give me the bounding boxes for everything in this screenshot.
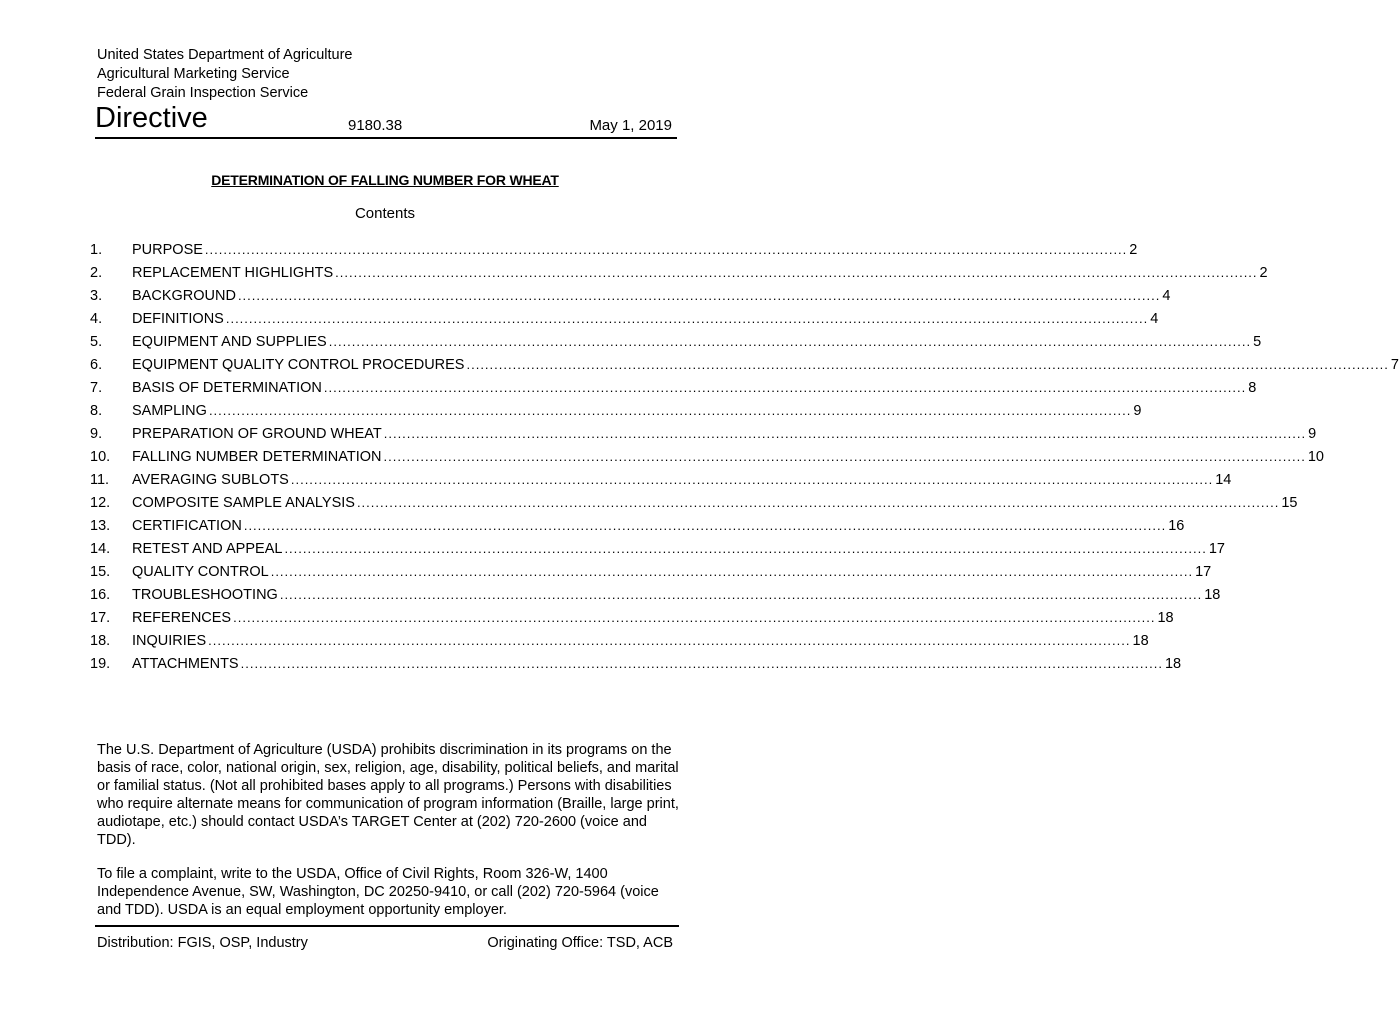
toc-entry[interactable] [90,491,1298,514]
toc-entry[interactable] [90,330,1262,353]
toc-entry[interactable] [90,629,1149,652]
toc-entry-page: 18 [1164,656,1182,672]
toc-dot-leader: ........................................................................................................................................................................................................ [335,265,1258,280]
toc-entry[interactable] [90,606,1174,629]
toc-entry[interactable] [90,514,1185,537]
toc-entry-page: 5 [1253,334,1262,350]
directive-label: Directive [95,102,208,134]
toc-dot-leader: ........................................................................................................................................................................................................ [323,380,1247,395]
toc-entry-number: 6. [90,357,103,373]
toc-entry-number: 13. [90,518,111,534]
toc-entry[interactable] [90,238,1138,261]
toc-entry[interactable] [90,261,1268,284]
toc-entry-number: 15. [90,564,111,580]
toc-entry-page: 9 [1308,426,1317,442]
toc-dot-leader: ........................................................................................................................................................................................................ [328,334,1252,349]
toc-entry-number: 5. [90,334,103,350]
toc-entry-number: 10. [90,449,111,465]
toc-dot-leader: ........................................................................................................................................................................................................ [284,541,1207,556]
toc-entry-page: 18 [1157,610,1174,626]
toc-entry-page: 2 [1259,265,1268,281]
toc-entry-label: PREPARATION OF GROUND WHEAT [132,426,382,442]
toc-entry-label: PURPOSE [132,242,203,258]
agency-line-department: United States Department of Agriculture [97,47,353,63]
toc-entry-number: 18. [90,633,111,649]
toc-entry[interactable] [90,376,1257,399]
toc-entry-label: BASIS OF DETERMINATION [132,380,322,396]
directive-date: May 1, 2019 [589,117,672,134]
agency-line-inspection: Federal Grain Inspection Service [97,85,309,101]
toc-entry-number: 9. [90,426,103,442]
toc-entry-number: 14. [90,541,111,557]
toc-dot-leader: ........................................................................................................................................................................................................ [240,656,1163,671]
toc-dot-leader: ........................................................................................................................................................................................................ [237,288,1161,303]
toc-entry-number: 7. [90,380,103,396]
toc-entry[interactable] [90,284,1171,307]
toc-entry-page: 7 [1390,357,1399,373]
toc-entry-number: 4. [90,311,103,327]
toc-entry[interactable] [90,445,1324,468]
toc-entry-label: ATTACHMENTS [132,656,239,672]
toc-dot-leader: ........................................................................................................................................................................................................ [279,587,1203,602]
toc-dot-leader: ........................................................................................................................................................................................................ [208,403,1132,418]
table-of-contents [90,238,1399,675]
contents-heading: Contents [354,205,416,222]
toc-entry-page: 2 [1129,242,1138,258]
toc-entry[interactable] [90,307,1159,330]
toc-entry-page: 18 [1132,633,1149,649]
toc-entry-label: REFERENCES [132,610,232,626]
toc-entry-number: 3. [90,288,103,304]
toc-entry-page: 14 [1215,472,1232,488]
toc-entry-label: REPLACEMENT HIGHLIGHTS [132,265,334,281]
directive-number: 9180.38 [348,117,403,134]
toc-entry-label: INQUIRIES [132,633,207,649]
toc-entry-label: COMPOSITE SAMPLE ANALYSIS [132,495,355,511]
toc-entry-number: 17. [90,610,111,626]
toc-entry-label: DEFINITIONS [132,311,224,327]
toc-dot-leader: ........................................................................................................................................................................................................ [225,311,1149,326]
toc-entry-label: EQUIPMENT QUALITY CONTROL PROCEDURES [132,357,465,373]
toc-dot-leader: ........................................................................................................................................................................................................ [208,633,1131,648]
notice-paragraph-1: The U.S. Department of Agriculture (USDA) prohibits discrimination in its programs on the basis of race, color, national origin, sex, religion, age, disability, political beliefs, and marital or familial status. (Not all prohibited bases apply to all programs.) Persons with disabilities who require alternate means for communication of program information (Braille, large print, audiotape, etc.) should contact USDA’s TARGET Center at (202) 720-2600 (voice and TDD). [97,742,679,848]
toc-entry-page: 9 [1133,403,1142,419]
nondiscrimination-notice [97,741,682,935]
toc-entry-number: 16. [90,587,111,603]
toc-entry-label: EQUIPMENT AND SUPPLIES [132,334,327,350]
notice-paragraph-2: To file a complaint, write to the USDA, Office of Civil Rights, Room 326-W, 1400 Independence Avenue, SW, Washington, DC 20250-9410, or call (202) 720-5964 (voice and TDD). USDA is an equal employment opportunity employer. [97,866,659,918]
toc-entry-number: 2. [90,265,103,281]
toc-entry-label: TROUBLESHOOTING [132,587,278,603]
toc-entry[interactable] [90,583,1221,606]
toc-dot-leader: ........................................................................................................................................................................................................ [383,449,1306,464]
document-title: DETERMINATION OF FALLING NUMBER FOR WHEAT [211,172,559,188]
toc-entry[interactable] [90,399,1142,422]
toc-entry[interactable] [90,652,1182,675]
toc-dot-leader: ........................................................................................................................................................................................................ [290,472,1214,487]
toc-entry-label: QUALITY CONTROL [132,564,269,580]
toc-entry-page: 8 [1248,380,1257,396]
toc-entry-page: 10 [1307,449,1324,465]
agency-line-service: Agricultural Marketing Service [97,66,290,82]
toc-entry-number: 1. [90,242,103,258]
toc-entry[interactable] [90,422,1317,445]
toc-entry-label: AVERAGING SUBLOTS [132,472,289,488]
toc-entry-page: 4 [1162,288,1171,304]
toc-dot-leader: ........................................................................................................................................................................................................ [204,242,1128,257]
toc-entry-number: 8. [90,403,103,419]
toc-dot-leader: ........................................................................................................................................................................................................ [243,518,1167,533]
toc-dot-leader: ........................................................................................................................................................................................................ [466,357,1389,372]
toc-entry-label: SAMPLING [132,403,207,419]
toc-entry-page: 17 [1208,541,1225,557]
toc-entry-label: RETEST AND APPEAL [132,541,283,557]
toc-entry[interactable] [90,560,1212,583]
footer-divider [95,925,679,927]
toc-entry-label: CERTIFICATION [132,518,242,534]
originating-office-text: Originating Office: TSD, ACB [487,935,673,951]
toc-dot-leader: ........................................................................................................................................................................................................ [233,610,1156,625]
toc-entry-page: 4 [1150,311,1159,327]
toc-entry-label: BACKGROUND [132,288,236,304]
toc-entry[interactable] [90,353,1399,376]
toc-dot-leader: ........................................................................................................................................................................................................ [270,564,1194,579]
toc-entry-page: 15 [1281,495,1298,511]
toc-entry-page: 16 [1168,518,1185,534]
toc-entry-label: FALLING NUMBER DETERMINATION [132,449,382,465]
distribution-text: Distribution: FGIS, OSP, Industry [97,935,308,951]
toc-entry-number: 19. [90,656,111,672]
toc-entry-page: 18 [1204,587,1221,603]
directive-header-row [95,100,677,139]
toc-entry-number: 12. [90,495,111,511]
toc-entry-number: 11. [90,472,110,488]
toc-dot-leader: ........................................................................................................................................................................................................ [383,426,1307,441]
agency-block [97,46,353,103]
toc-entry[interactable] [90,537,1225,560]
toc-dot-leader: ........................................................................................................................................................................................................ [356,495,1280,510]
toc-entry-page: 17 [1195,564,1212,580]
toc-entry[interactable] [90,468,1232,491]
